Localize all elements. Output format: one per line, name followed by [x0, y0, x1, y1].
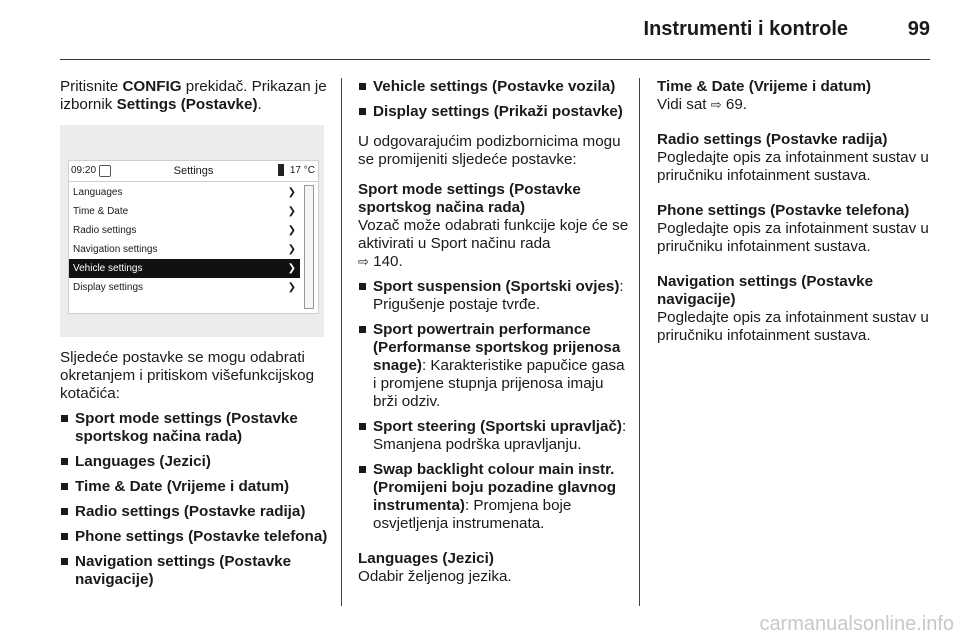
intro-text-end: . [257, 96, 262, 113]
page-ref-arrow-icon: ⇨ [710, 97, 722, 112]
chevron-right-icon: ❯ [287, 225, 296, 236]
screen-menu-label: Radio settings [73, 225, 137, 236]
settings-menu-label: Settings (Postavke) [116, 96, 258, 113]
phone-heading-text: Phone settings (Postavke telefona) [657, 202, 910, 219]
screen-temperature: 17 °C [289, 165, 315, 176]
chevron-right-icon: ❯ [287, 282, 296, 293]
radio-heading-text: Radio settings (Postavke radija) [657, 131, 888, 148]
intro-text-mid: prekidač. Prikazan je izbornik [60, 78, 327, 113]
phone-heading [657, 202, 935, 220]
screen-scrollbar[interactable] [304, 185, 314, 309]
screen-topbar [69, 161, 318, 182]
list-item [60, 553, 328, 589]
phone-text: Pogledajte opis za infotainment sustav u priručniku infotainment sustava. [657, 220, 929, 255]
column-2 [358, 78, 630, 586]
radio-text: Pogledajte opis za infotainment sustav u priručniku infotainment sustava. [657, 149, 929, 184]
sport-text [358, 217, 630, 271]
chevron-right-icon: ❯ [287, 187, 296, 198]
list-item [60, 478, 328, 496]
thermometer-icon [278, 164, 284, 176]
sport-body: Vozač može odabrati funkcije koje će se aktivirati u Sport načinu rada [358, 217, 629, 252]
list-item-label: Navigation settings (Postavke navigacije) [75, 553, 292, 588]
intro-text: Pritisnite [60, 78, 123, 95]
navigation-heading [657, 273, 935, 309]
settings-screen [68, 160, 319, 314]
list-item-label: Swap backlight colour main instr. (Promijeni boju pozadine glavnog instrumenta) [373, 461, 617, 514]
screen-menu-item[interactable] [69, 240, 300, 259]
list-item [358, 461, 630, 533]
list-item [358, 278, 630, 314]
submenu-text: U odgovarajućim podizbornicima mogu se promijeniti sljedeće postavke: [358, 133, 621, 168]
page-ref: 140. [373, 253, 403, 270]
list-item-text: : Prigušenje postaje tvrđe. [373, 278, 624, 313]
radio-heading [657, 131, 935, 149]
list-item-label: Sport steering (Sportski upravljač) [373, 418, 622, 435]
list-item-label: Vehicle settings (Postavke vozila) [373, 78, 616, 95]
screen-menu-list [69, 183, 300, 297]
chevron-right-icon: ❯ [287, 263, 296, 274]
list-item [358, 321, 630, 411]
list-item [60, 453, 328, 471]
time-body: Vidi sat [657, 96, 707, 113]
list-item-label: Sport mode settings (Postavke sportskog načina rada) [75, 410, 298, 445]
screen-menu-item[interactable] [69, 202, 300, 221]
after-screen-text: Sljedeće postavke se mogu odabrati okretanjem i pritiskom višefunkcijskog kotačića: [60, 349, 315, 402]
screen-menu-label: Display settings [73, 282, 144, 293]
column-divider [341, 78, 342, 606]
list-item-label: Display settings (Prikaži postavke) [373, 103, 623, 120]
settings-bullet-list [60, 410, 328, 589]
screen-menu-item-selected[interactable] [69, 259, 300, 278]
list-item-label: Sport suspension (Sportski ovjes) [373, 278, 620, 295]
languages-text: Odabir željenog jezika. [358, 568, 512, 585]
list-item [358, 78, 630, 96]
list-item-text: : Smanjena podrška upravljanju. [373, 418, 627, 453]
languages-heading [358, 550, 630, 568]
intro-paragraph [60, 78, 328, 114]
page-number: 99 [907, 18, 930, 40]
list-item-label: Phone settings (Postavke telefona) [75, 528, 328, 545]
list-item-text: : Karakteristike papučice gasa i promjene stupnja prijenosa imaju brži odziv. [373, 357, 625, 410]
list-item-text: : Promjena boje osvjetljenja instrumenata. [373, 497, 572, 532]
sport-heading [358, 181, 630, 217]
list-item-label: Languages (Jezici) [75, 453, 211, 470]
navigation-heading-text: Navigation settings (Postavke navigacije) [657, 273, 874, 308]
screen-menu-item[interactable] [69, 221, 300, 240]
time-text [657, 96, 935, 114]
page-header-title: Instrumenti i kontrole [643, 18, 848, 40]
page-ref-arrow-icon: ⇨ [358, 254, 369, 269]
settings-screen-image [60, 125, 324, 337]
navigation-text: Pogledajte opis za infotainment sustav u priručniku infotainment sustava. [657, 309, 929, 344]
chevron-right-icon: ❯ [287, 206, 296, 217]
list-item-label: Time & Date (Vrijeme i datum) [75, 478, 290, 495]
list-item [60, 410, 328, 446]
clock-icon [99, 165, 111, 177]
screen-menu-label: Time & Date [73, 206, 129, 217]
screen-title: Settings [173, 165, 214, 177]
list-item [60, 503, 328, 521]
screen-menu-item[interactable] [69, 183, 300, 202]
column-divider [639, 78, 640, 606]
column-3 [657, 78, 935, 345]
list-item [358, 103, 630, 121]
list-item [358, 418, 630, 454]
watermark: carmanualsonline.info [759, 613, 954, 635]
list-item-label: Sport powertrain performance (Performanse sportskog prijenosa snage) [373, 321, 621, 374]
time-heading [657, 78, 935, 96]
screen-menu-label: Navigation settings [73, 244, 158, 255]
screen-time: 09:20 [71, 165, 97, 176]
screen-menu-item[interactable] [69, 278, 300, 297]
chevron-right-icon: ❯ [287, 244, 296, 255]
screen-menu-label: Languages [73, 187, 123, 198]
sport-heading-text: Sport mode settings (Postavke sportskog načina rada) [358, 181, 581, 216]
column-1 [60, 78, 328, 589]
screen-menu-label: Vehicle settings [73, 263, 143, 274]
languages-heading-text: Languages (Jezici) [358, 550, 494, 567]
list-item-label: Radio settings (Postavke radija) [75, 503, 306, 520]
header-rule [60, 59, 930, 60]
time-heading-text: Time & Date (Vrijeme i datum) [657, 78, 872, 95]
page-ref: 69. [725, 96, 748, 113]
list-item [60, 528, 328, 546]
config-label: CONFIG [122, 78, 182, 95]
